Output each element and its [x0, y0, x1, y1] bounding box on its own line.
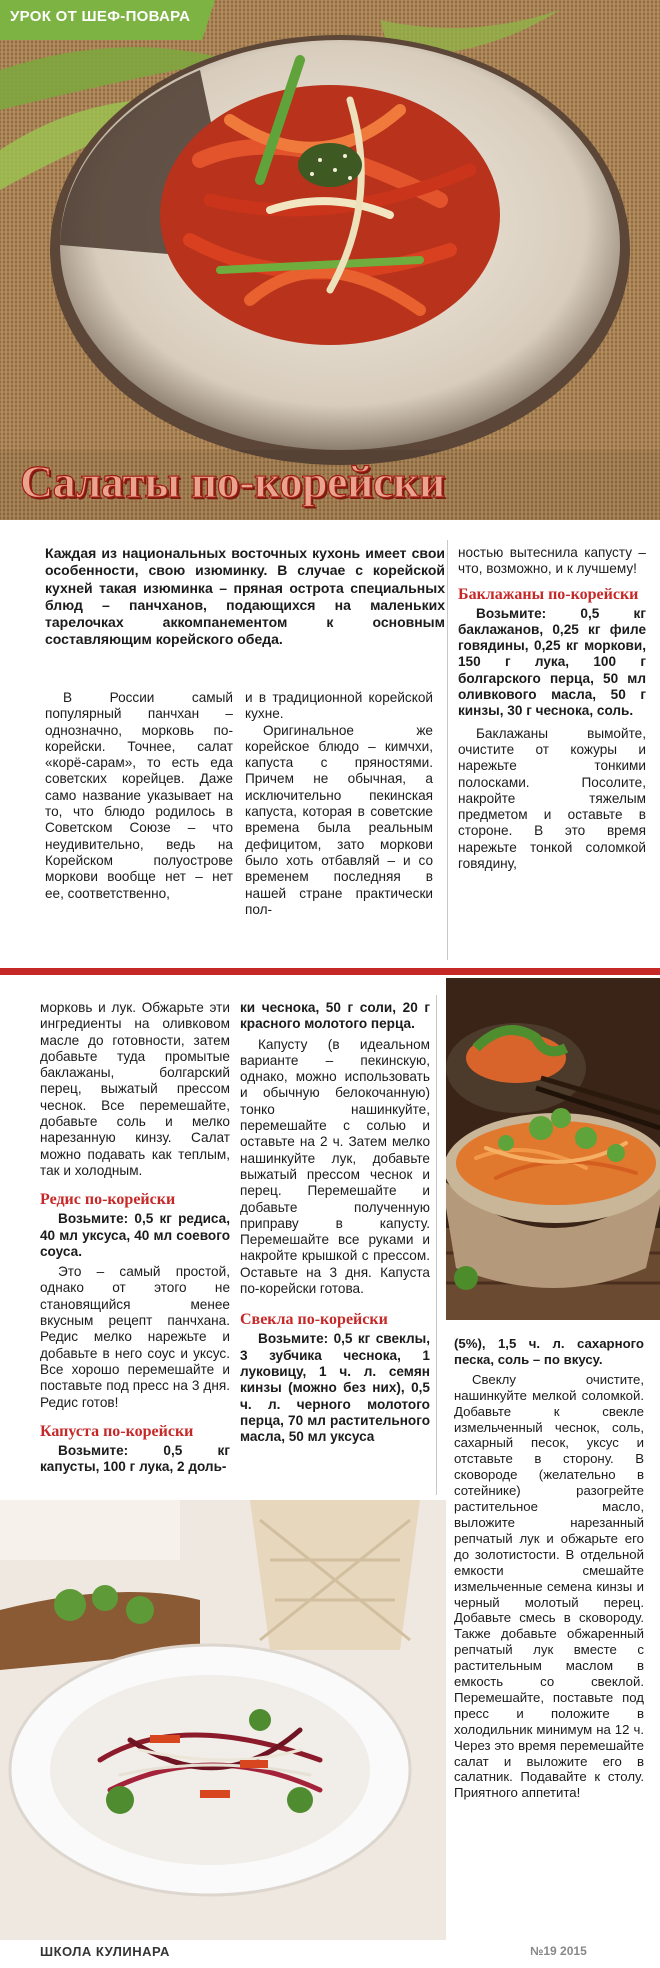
cabbage-text: Капусту (в идеальном варианте – пекинскую, однако, можно использовать и обычную белокочанную) тонко нашинкуйте, перемешайте с солью и оставьте на 2 ч. Затем мелко нашинкуйте лук, добавьте выжатый прессом чеснок и перец. Перемешайте и добавьте полученную приправу в капусту. Перемешайте все руками и накройте крышкой с прессом. Оставьте на 3 дня. Капуста по-корейски готова.: [240, 1036, 430, 1297]
column-divider: [447, 540, 448, 960]
col2-paragraph-2: Оригинальное же корейское блюдо – кимчхи, капуста с пряностями. Причем не обычная, а исключительно пекинская капуста, которая в советские времена была реальным дефицитом, зато моркови было хоть отбавляй – и со временем последняя в нашей стране практически пол-: [245, 722, 433, 917]
beet-ingredients-cont: (5%), 1,5 ч. л. сахарного песка, соль – по вкусу.: [454, 1336, 644, 1367]
radish-heading: Редис по-корейски: [40, 1191, 176, 1209]
cabbage-heading: Капуста по-корейски: [40, 1422, 194, 1440]
section-divider: [0, 968, 660, 975]
photo-carrot-salad: [446, 978, 660, 1320]
page-title: Салаты по-корейски: [20, 456, 445, 507]
beet-ingredients: Возьмите: 0,5 кг свеклы, 3 зубчика чеснока, 1 луковицу, 1 ч. л. семян кинзы (можно без них), 0,5 ч. л. черного молотого перца, 70 мл растительного масла, 50 мл уксуса: [240, 1331, 430, 1445]
beet-text: Свеклу очистите, нашинкуйте мелкой соломкой. Добавьте к свекле измельченный чеснок, соль, сахарный песок, уксус и отставьте в сторону. В сковороде (желательно в сотейнике) разогрейте растительное масло, выложите нарезанный репчатый лук и обжарьте его до золотистости. В отдельной емкости смешайте измельченные семена кинзы и черный молотый перец. Добавьте смесь в сковороду. Также добавьте обжаренный репчатый лук вместе с растительным маслом в емкость со свеклой. Перемешайте, поставьте под пресс и положите в холодильник минимум на 12 ч. Через это время перемешайте салат и выложите его в салатник. Подавайте к столу. Приятного аппетита!: [454, 1371, 644, 1801]
col2-paragraph-1: и в традиционной корейской кухне.: [245, 690, 433, 722]
beet-heading: Свекла по-корейски: [240, 1311, 388, 1329]
article-column-3: [458, 545, 646, 872]
cabbage-ingredients-cont: ки чеснока, 50 г соли, 20 г красного молотого перца.: [240, 1000, 430, 1032]
eggplant-heading: Баклажаны по-корейски: [458, 585, 639, 603]
eggplant-ingredients: Возьмите: 0,5 кг баклажанов, 0,25 кг филе говядины, 0,25 кг моркови, 150 г лука, 100 г болгарского перца, 50 мл оливкового масла, 50 г кинзы, 30 г чеснока, соль.: [458, 605, 646, 719]
bottom-column-divider: [436, 995, 437, 1495]
footer-magazine-name: ШКОЛА КУЛИНАРА: [40, 1944, 170, 1959]
photo-beet-salad: [0, 1500, 446, 1940]
col1-paragraph: В России самый популярный панчхан – однозначно, морковь по-корейски. Точнее, салат «корё-сарам», то есть еда советских корейцев. Даже само название указывает на то, что блюдо родилось в Советском Союзе – что неудивительно, ведь на Корейском полуострове моркови вообще нет – нет ее, соответственно,: [45, 690, 233, 901]
article-column-1: [45, 690, 233, 902]
radish-text: Это – самый простой, однако от этого не становящийся менее вкусным рецепт панчхана. Редис мелко нарежьте и добавьте в него соус и уксус. Все хорошо перемешайте и поставьте под пресс на 3 дня. Редис готов!: [40, 1264, 230, 1410]
carrot-salad-illustration: [446, 978, 660, 1320]
col3-continuation: ностью вытеснила капусту – что, возможно, и к лучшему!: [458, 545, 646, 577]
section-tag-label: УРОК ОТ ШЕФ-ПОВАРА: [10, 8, 191, 25]
intro-text: Каждая из национальных восточных кухонь имеет свои особенности, свою изюминку. В случае с корейской кухней такая изюминка – пряная острота специальных блюд – панчханов, подающихся на маленьких тарелочках аккомпанементом к основным составляющим корейского обеда.: [45, 545, 445, 648]
article-bottom-column-3: [454, 1336, 644, 1801]
hero-photo-korean-salad: [0, 0, 660, 520]
eggplant-continuation: морковь и лук. Обжарьте эти ингредиенты на оливковом масле до готовности, затем добавьте туда промытые баклажаны, болгарский перец, выжатый прессом чеснок. Все перемешайте, добавьте соль и мелко нарезанную кинзу. Салат можно подавать как теплым, так и холодным.: [40, 1000, 230, 1178]
intro-paragraph: [45, 545, 445, 649]
article-bottom-column-2: [240, 1000, 430, 1445]
article-bottom-column-1: [40, 1000, 230, 1475]
eggplant-text: Баклажаны вымойте, очистите от кожуры и нарежьте тонкими полосками. Посолите, накройте тяжелым предметом и оставьте в стороне. В это время нарежьте тонкой соломкой говядину,: [458, 725, 646, 872]
footer-issue: №19 2015: [530, 1944, 587, 1958]
article-column-2: [245, 690, 433, 918]
beet-salad-illustration: [0, 1500, 446, 1940]
cabbage-ingredients: Возьмите: 0,5 кг капусты, 100 г лука, 2 доль-: [40, 1442, 230, 1475]
radish-ingredients: Возьмите: 0,5 кг редиса, 40 мл уксуса, 40 мл соевого соуса.: [40, 1211, 230, 1259]
hero-illustration: [0, 0, 660, 520]
